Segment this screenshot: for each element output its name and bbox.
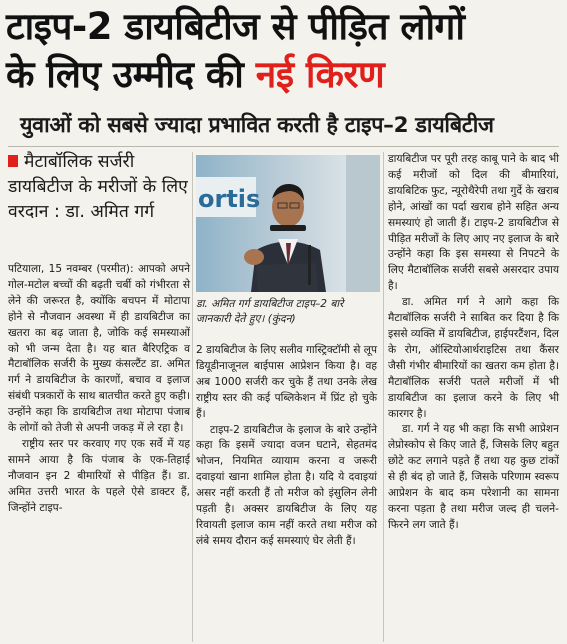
article-photo [196,155,380,292]
column-divider-2 [383,152,384,642]
headline-line-1: टाइप-2 डायबिटीज से पीड़ित लोगों [6,5,465,48]
paragraph: डायबिटीज पर पूरी तरह काबू पाने के बाद भी कई मरीजों को दिल की बीमारियां, डायबिटिक फुट, न्यूरोथैरेपी तथा गुर्दे के खराब होने, आंखों का पर्दा खराब होने सहित अन्य समस्याएं हो जाती हैं। टाइप-2 डायबिटीज से पीड़ित मरीजों के लिए आए नए इलाज के बारे उन्होंने कहा कि इस समस्या से निपटने के लिए मैटाबॉलिक सर्जरी सबसे असरदार उपाय है। [388,153,559,293]
headline-line-2 [6,52,561,98]
paragraph: टाइप-2 डायबिटीज के इलाज के बारे उन्होंने कहा कि इसमें ज्यादा वजन घटाने, सेहतमंद भोजन, नियमित व्यायाम करना व जरूरी दवाइयां खाना शामिल होता है। यदि ये दवाइयां असर नहीं करती हैं तो मरीज को इंसुलिन लेनी पड़ती है। अक्सर डायबिटीज के लिए यह रिवायती इलाज काम नहीं करते तथा मरीज को लंबे समय दौरान कई समस्याएं घेर लेती हैं। [196,423,377,547]
bullet-square-icon [8,155,18,167]
paragraph: डा. गर्ग ने यह भी कहा कि सभी आप्रेशन लेप्रोस्कोप से किए जाते हैं, जिसके लिए बहुत छोटे कट लगाने पड़ते हैं तथा यह कुछ टांकों से ही बंद हो जाते हैं, जिसके परिणाम स्वरूप आप्रेशन के बाद कम परेशानी का सामना करना पड़ता है तथा मरीज जल्द ही चलने-फिरने लग जाते हैं। [388,423,559,531]
subheadline: युवाओं को सबसे ज्यादा प्रभावित करती है टाइप–2 डायबिटीज [20,113,494,138]
paragraph: डा. अमित गर्ग ने आगे कहा कि मैटाबॉलिक सर्जरी ने साबित कर दिया है कि इससे व्यक्ति में डायबिटीज, हाईपरटैंशन, दिल के रोग, ऑस्टियोआर्थराइटिस तथा कैंसर जैसी गंभीर बीमारियों का खतरा कम होता है। मैटाबॉलिक सर्जरी पतले मरीजों में भी डायबिटीज का इलाज करने के लिए भी कारगर है। [388,296,559,420]
column-1 [8,262,190,517]
headline-line-2-black: के लिए उम्मीद की [6,53,244,96]
divider [8,146,559,147]
byline [8,150,190,225]
column-3 [388,152,559,534]
banner-text: ortis [198,185,261,213]
paragraph: राष्ट्रीय स्तर पर करवाए गए एक सर्वे में यह सामने आया है कि पंजाब के एक-तिहाई नौजवान इन 2 बीमारियों से पीड़ित हैं। डा. अमित उत्तरी भारत के पहले ऐसे डाक्टर हैं, जिन्होंने टाइप- [8,437,190,514]
column-divider-1 [192,152,193,642]
column-2 [196,343,377,550]
paragraph: 2 डायबिटीज के लिए सलीव गास्ट्रिक्टॉमी से लूप डियूडीनाजूनल बाईपास आप्रेशन किया है। वह अब 1000 सर्जरी कर चुके हैं तथा उनके लेख राष्ट्रीय स्तर की कई पब्लिकेशन में प्रिंट हो चुके हैं। [196,344,377,420]
photo-caption: डा. अमित गर्ग डायबिटीज टाइप–2 बारे जानकारी देते हुए। (कुंदन) [196,298,344,325]
paragraph: पटियाला, 15 नवम्बर (परमीत): आपको अपने गोल-मटोल बच्चों की बढ़ती चर्बी को गंभीरता से लेने की जरूरत है, क्योंकि बचपन में मोटापा होने से नौजवान अवस्था में ही डायबिटीज का खतरा का बढ़ जाता है, जोकि कई समस्याओं को भी जन्म देता है। यह बात बैरिएट्रिक व मैटाबॉलिक सर्जरी के मुख्य कंसल्टैंट डा. अमित गर्ग ने डायबिटीज के कारणों, बचाव व इलाज संबंधी पत्रकारों के साथ बातचीत करते हुए कही। उन्होंने कहा कि डायबिटीज तथा मोटापा पंजाब के लोगों को तेजी से अपनी जकड़ में ले रहा है। [8,263,190,435]
headline-line-2-red: नई किरण [255,53,385,96]
byline-text: मैटाबॉलिक सर्जरी डायबिटीज के मरीजों के लिए वरदान : डा. अमित गर्ग [8,152,188,222]
doctor-photo [196,155,380,292]
